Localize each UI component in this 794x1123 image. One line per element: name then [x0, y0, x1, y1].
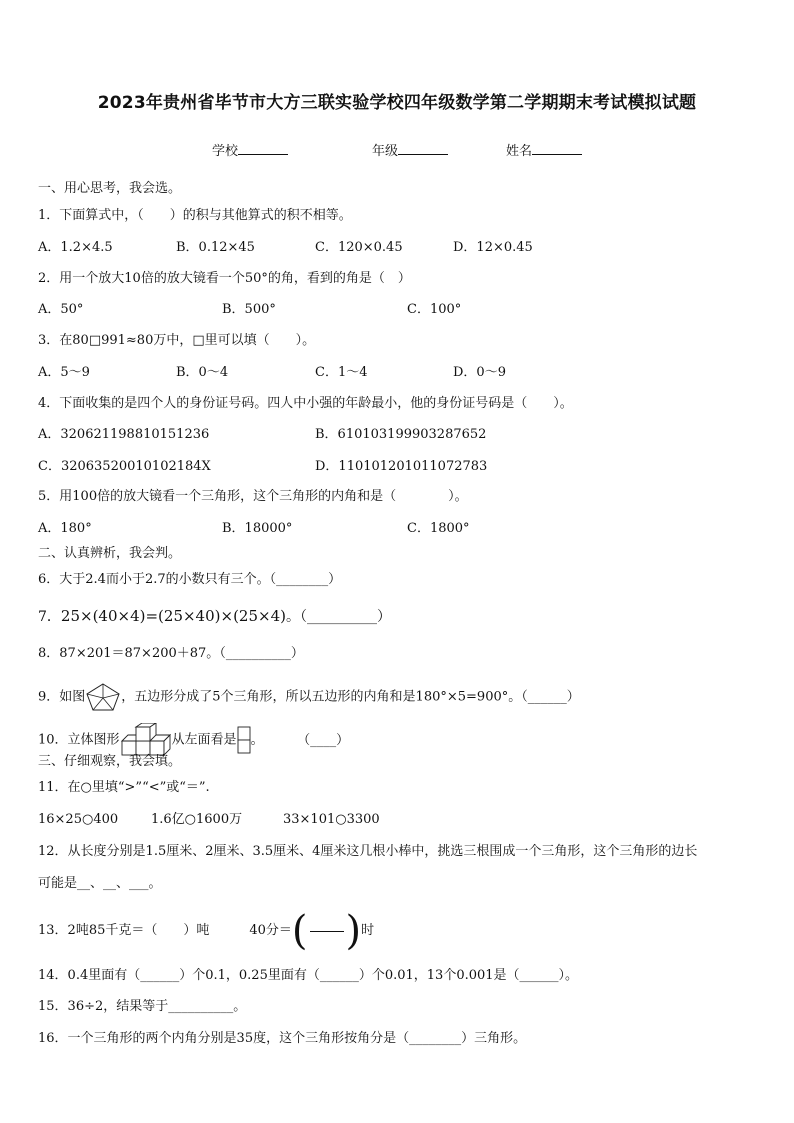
- section-2-heading: 二、认真辨析，我会判。: [38, 546, 182, 561]
- q1-stem: 1．下面算式中，（ ）的积与其他算式的积不相等。: [38, 208, 352, 223]
- school-label: 学校: [212, 144, 239, 159]
- grade-blank[interactable]: [398, 142, 448, 155]
- q6-text: 6．大于2.4而小于2.7的小数只有三个。: [38, 572, 270, 587]
- q9-text: ，五边形分成了5个三角形，所以五边形的内角和是180°×5=900°。: [121, 689, 522, 705]
- q9-pre: 9．如图: [38, 689, 86, 705]
- q5-option-b[interactable]: B．18000°: [222, 521, 293, 536]
- q14[interactable]: 14．0.4里面有（______）个0.1，0.25里面有（______）个0.01，13个0.001是（______）。: [38, 968, 579, 983]
- q10-pre: 10．立体图形: [38, 732, 120, 748]
- section-1-heading: 一、用心思考，我会选。: [38, 181, 182, 196]
- q2-option-b[interactable]: B．500°: [222, 302, 276, 317]
- q7-number: 7．: [38, 609, 61, 625]
- q13-unit: 时: [361, 923, 375, 938]
- q2-option-a[interactable]: A．50°: [38, 302, 84, 317]
- q3-option-d[interactable]: D．0～9: [453, 365, 506, 380]
- q5-option-c[interactable]: C．1800°: [407, 521, 470, 536]
- q7-tail: 。: [285, 609, 300, 625]
- q12-line-2[interactable]: 可能是__、__、___。: [38, 876, 162, 891]
- q13-left-paren: (: [291, 908, 308, 954]
- q3-option-c[interactable]: C．1～4: [315, 365, 368, 380]
- q1-option-c[interactable]: C．120×0.45: [315, 240, 403, 255]
- q8: [38, 646, 304, 662]
- q13-fraction-blank[interactable]: [310, 917, 344, 946]
- q4-option-b[interactable]: B．610103199903287652: [315, 427, 487, 442]
- name-field: [506, 140, 582, 159]
- q11-item-2[interactable]: 1.6亿○1600万: [151, 812, 243, 827]
- q9-answer-paren[interactable]: （______）: [521, 689, 580, 705]
- q2-stem: 2．用一个放大10倍的放大镜看一个50°的角，看到的角是（ ）: [38, 271, 411, 286]
- q16[interactable]: 16．一个三角形的两个内角分别是35度，这个三角形按角分是（________）三角形。: [38, 1031, 527, 1046]
- name-label: 姓名: [506, 144, 533, 159]
- q4-option-a[interactable]: A．320621198810151236: [38, 427, 210, 442]
- grade-field: [372, 140, 448, 159]
- q11-stem: 11．在○里填“>”“<”或“＝”.: [38, 780, 210, 795]
- q1-option-a[interactable]: A．1.2×4.5: [38, 240, 113, 255]
- q13-part2: 40分＝: [249, 923, 292, 938]
- left-view-figure: [237, 726, 251, 754]
- q13-part1[interactable]: 13．2吨85千克＝（ ）吨: [38, 923, 210, 938]
- q10-mid: 从左面看是: [171, 732, 237, 748]
- q4-option-c[interactable]: C．32063520010102184X: [38, 459, 211, 474]
- q9: [38, 682, 580, 712]
- q11-item-3[interactable]: 33×101○3300: [283, 812, 380, 827]
- q1-option-d[interactable]: D．12×0.45: [453, 240, 533, 255]
- q10-answer-paren[interactable]: （____）: [303, 732, 350, 748]
- q8-answer-paren[interactable]: （__________）: [219, 646, 304, 661]
- q3-option-a[interactable]: A．5～9: [38, 365, 90, 380]
- section-3-heading: 三、仔细观察，我会填。: [38, 754, 182, 769]
- q3-option-b[interactable]: B．0～4: [176, 365, 229, 380]
- q6-answer-paren[interactable]: （________）: [269, 572, 342, 587]
- q10: [38, 723, 349, 757]
- q5-option-a[interactable]: A．180°: [38, 521, 92, 536]
- q4-option-d[interactable]: D．110101201011072783: [315, 459, 488, 474]
- name-blank[interactable]: [532, 142, 582, 155]
- pentagon-figure: [85, 682, 121, 712]
- school-field: [212, 140, 288, 159]
- q12-line-1: 12．从长度分别是1.5厘米、2厘米、3.5厘米、4厘米这几根小棒中，挑选三根围成一个三角形，这个三角形的边长: [38, 844, 698, 859]
- grade-label: 年级: [372, 144, 399, 159]
- q4-stem: 4．下面收集的是四个人的身份证号码。四人中小强的年龄最小，他的身份证号码是（ ）。: [38, 396, 573, 411]
- q7-answer-paren[interactable]: （__________）: [299, 609, 391, 625]
- cube-solid-figure: [120, 723, 172, 757]
- q1-option-b[interactable]: B．0.12×45: [176, 240, 255, 255]
- q13-right-paren: ): [345, 908, 362, 954]
- q8-text: 8．87×201＝87×200＋87。: [38, 646, 220, 661]
- q10-tail: 。: [250, 732, 264, 748]
- q7: [38, 608, 391, 625]
- q6: [38, 572, 341, 588]
- q13: [38, 910, 374, 952]
- q11-item-1[interactable]: 16×25○400: [38, 812, 119, 827]
- q3-stem: 3．在80□991≈80万中，□里可以填（ ）。: [38, 333, 316, 348]
- q2-option-c[interactable]: C．100°: [407, 302, 462, 317]
- q7-expression: 25×(40×4)=(25×40)×(25×4): [60, 607, 286, 625]
- q5-stem: 5．用100倍的放大镜看一个三角形，这个三角形的内角和是（ ）。: [38, 489, 468, 504]
- school-blank[interactable]: [238, 142, 288, 155]
- q15[interactable]: 15．36÷2，结果等于__________。: [38, 999, 247, 1014]
- page-title: 2023年贵州省毕节市大方三联实验学校四年级数学第二学期期末考试模拟试题: [97, 93, 697, 113]
